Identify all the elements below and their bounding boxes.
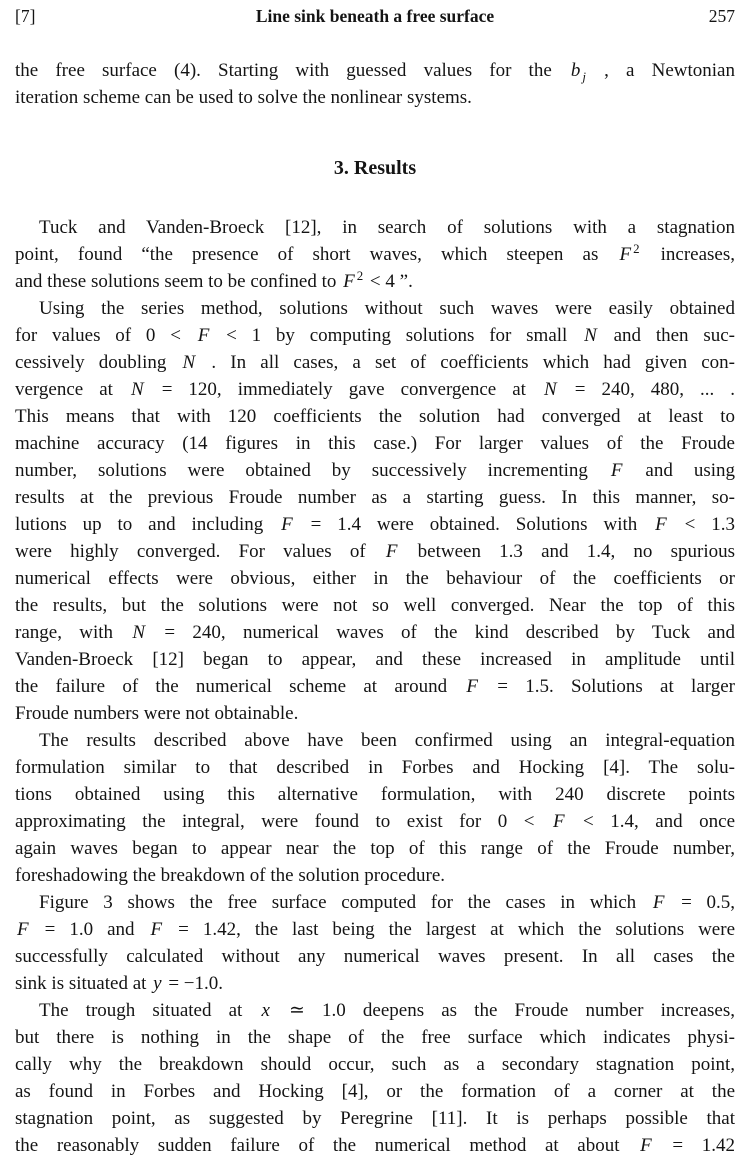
page-body <box>15 57 735 1159</box>
text-line: formulation similar to that described in Forbes and Hocking [4]. The solu- <box>15 757 735 778</box>
text-line: numerical effects were obvious, either in the behaviour of the coefficients or <box>15 568 735 589</box>
text-line: Vanden-Broeck [12] began to appear, and these increased in amplitude until <box>15 649 735 670</box>
paragraph <box>15 889 735 997</box>
text-line: cally why the breakdown should occur, such as a secondary stagnation point, <box>15 1054 735 1075</box>
text-line: approximating the integral, were found to exist for 0 < F < 1.4, and once <box>15 811 736 832</box>
math-symbol: j <box>582 68 586 84</box>
paragraph <box>15 997 735 1159</box>
text-line: Froude numbers were not obtainable. <box>15 703 299 724</box>
math-symbol: F <box>640 1135 652 1156</box>
paragraph <box>15 57 735 111</box>
math-symbol: F <box>150 919 163 940</box>
math-symbol: F <box>610 460 623 481</box>
text-line: results at the previous Froude number as a starting guess. In this manner, so- <box>15 487 735 508</box>
text-line: and these solutions seem to be confined to F $^2$ < 4 ”. <box>15 267 413 292</box>
text-line: foreshadowing the breakdown of the solution procedure. <box>15 865 446 886</box>
header-reference-number: [7] <box>15 6 36 26</box>
text-line: the free surface (4). Starting with guessed values for the b $_j$ , a Newtonian <box>15 60 735 84</box>
section-heading: 3. Results <box>333 157 417 179</box>
text-line: The results described above have been confirmed using an integral-equation <box>39 730 735 751</box>
text-line: machine accuracy (14 figures in this case.) For larger values of the Froude <box>15 433 735 454</box>
text-line: This means that with 120 coefficients the solution had converged at least to <box>15 406 735 427</box>
math-symbol: x <box>261 1000 270 1021</box>
text-line: as found in Forbes and Hocking [4], or the formation of a corner at the <box>15 1081 735 1102</box>
text-line: successfully calculated without any numerical waves present. In all cases the <box>15 946 735 967</box>
math-symbol: F <box>619 244 632 265</box>
text-line: Tuck and Vanden-Broeck [12], in search of solutions with a stagnation <box>39 217 735 238</box>
math-symbol: 2 <box>633 240 640 256</box>
math-symbol: F <box>17 919 29 940</box>
math-symbol: y <box>153 973 162 994</box>
math-symbol: F <box>552 811 565 832</box>
text-line: for values of 0 < F < 1 by computing solutions for small N and then suc- <box>15 325 735 346</box>
text-line: the failure of the numerical scheme at around F = 1.5. Solutions at larger <box>15 676 735 697</box>
text-line: the results, but the solutions were not so well converged. Near the top of this <box>15 595 735 616</box>
text-line: iteration scheme can be used to solve the nonlinear systems. <box>15 87 472 108</box>
math-symbol: N <box>130 379 144 400</box>
text-line: F = 1.0 and F = 1.42, the last being the largest at which the solutions were <box>17 919 735 940</box>
text-line: The trough situated at x ≃ 1.0 deepens as the Froude number increases, <box>39 1000 735 1021</box>
math-symbol: F <box>466 676 478 697</box>
text-line: but there is nothing in the shape of the free surface which indicates physi- <box>15 1027 735 1048</box>
math-symbol: F <box>652 892 665 913</box>
paragraph <box>15 295 735 727</box>
math-symbol: b <box>570 60 581 81</box>
text-line: point, found “the presence of short waves, which steepen as F $^2$ increases, <box>15 240 735 265</box>
math-symbol: F <box>385 541 398 562</box>
header-page-number: 257 <box>708 6 735 26</box>
paragraph <box>15 214 735 295</box>
text-line: number, solutions were obtained by successively incrementing F and using <box>15 460 735 481</box>
math-symbol: N <box>132 622 146 643</box>
text-line: Figure 3 shows the free surface computed for the cases in which F = 0.5, <box>39 892 735 913</box>
math-symbol: N <box>584 325 597 346</box>
math-symbol: 2 <box>356 267 364 283</box>
math-symbol: F <box>655 514 667 535</box>
text-line: cessively doubling N . In all cases, a set of coefficients which had given con- <box>15 352 736 373</box>
paragraph <box>15 727 735 889</box>
math-symbol: F <box>343 271 355 292</box>
text-line: range, with N = 240, numerical waves of the kind described by Tuck and <box>15 622 735 643</box>
text-line: stagnation point, as suggested by Peregrine [11]. It is perhaps possible that <box>15 1108 735 1129</box>
math-symbol: N <box>544 379 557 400</box>
text-line: the reasonably sudden failure of the numerical method at about F = 1.42 <box>15 1135 735 1156</box>
text-line: sink is situated at y = −1.0. <box>15 973 224 994</box>
header-running-title: Line sink beneath a free surface <box>255 6 495 26</box>
math-symbol: N <box>182 352 196 373</box>
text-line: lutions up to and including F = 1.4 were obtained. Solutions with F < 1.3 <box>15 514 735 535</box>
text-line: again waves began to appear near the top of this range of the Froude number, <box>15 838 735 859</box>
math-symbol: F <box>197 325 210 346</box>
text-line: tions obtained using this alternative formulation, with 240 discrete points <box>15 784 735 805</box>
text-line: were highly converged. For values of F between 1.3 and 1.4, no spurious <box>15 541 735 562</box>
text-line: Using the series method, solutions without such waves were easily obtained <box>39 298 735 319</box>
text-line: vergence at N = 120, immediately gave convergence at N = 240, 480, ... . <box>15 379 736 400</box>
math-symbol: F <box>281 514 293 535</box>
running-header <box>15 6 735 27</box>
